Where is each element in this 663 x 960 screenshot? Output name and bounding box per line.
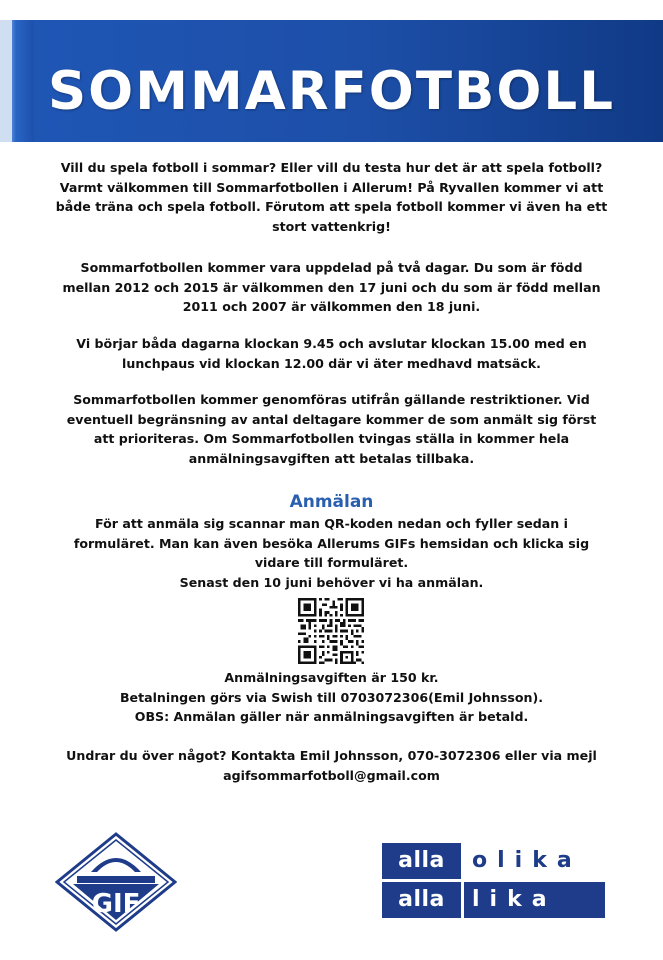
registration-heading: Anmälan [289,492,374,512]
club-logo-text: GIF [91,889,141,919]
qr-code[interactable] [298,598,364,664]
intro-paragraph [40,158,623,236]
club-logo [55,832,177,932]
text-line: lunchpaus vid klockan 12.00 där vi äter medhavd matsäck. [122,355,541,371]
contact-paragraph [40,746,623,785]
logo-word: lika [464,882,605,918]
alla-olika-alla-lika-logo [382,843,605,918]
registration-paragraph [40,514,623,592]
text-line: 2011 och 2007 är välkommen den 18 juni. [182,299,481,314]
logo-word: olika [464,843,605,879]
text-line: mellan 2012 och 2015 är välkommen den 17 juni och du som är född mellan [62,279,601,295]
restrictions-paragraph [40,390,623,468]
text-line: Undrar du över något? Kontakta Emil Johnsson, 070-3072306 eller via mejl [66,748,597,763]
logo-word: alla [382,843,461,879]
text-line: Betalningen görs via Swish till 0703072306(Emil Johnsson). [119,689,544,705]
dates-paragraph [40,258,623,317]
text-line: att prioriteras. Om Sommarfotbollen tvingas ställa in kommer hela [93,431,570,446]
page-title: SOMMARFOTBOLL [48,61,615,122]
text-line: formuläret. Man kan även besöka Allerums GIFs hemsidan och klicka sig [73,535,590,551]
times-paragraph [40,334,623,373]
title-banner [0,20,663,142]
text-line: Vill du spela fotboll i sommar? Eller vill du testa hur det är att spela fotboll? [60,160,603,175]
text-line: eventuell begränsning av antal deltagare kommer de som anmält sig först [66,411,597,427]
text-line: Varmt välkommen till Sommarfotbollen i Allerum! På Ryvallen kommer vi att [59,179,604,195]
logo-row-1 [382,843,605,879]
text-line: För att anmäla sig scannar man QR-koden nedan och fyller sedan i [95,516,568,531]
text-line: OBS: Anmälan gäller när anmälningsavgiften är betald. [134,709,529,724]
payment-paragraph [40,668,623,727]
text-line: stort vattenkrig! [272,218,391,234]
text-line: Vi börjar båda dagarna klockan 9.45 och avslutar klockan 15.00 med en [76,336,587,351]
text-line: vidare till formuläret. [254,555,409,570]
contact-email[interactable]: agifsommarfotboll@gmail.com [223,767,440,783]
logo-row-2 [382,882,605,918]
text-line: Anmälningsavgiften är 150 kr. [224,670,439,685]
text-line: både träna och spela fotboll. Förutom att spela fotboll kommer vi även ha ett [55,199,608,214]
logo-word: alla [382,882,461,918]
text-line: Senast den 10 juni behöver vi ha anmälan. [179,574,484,590]
text-line: Sommarfotbollen kommer vara uppdelad på två dagar. Du som är född [80,260,583,275]
text-line: Sommarfotbollen kommer genomföras utifrån gällande restriktioner. Vid [73,392,590,407]
text-line: anmälningsavgiften att betalas tillbaka. [188,450,475,466]
